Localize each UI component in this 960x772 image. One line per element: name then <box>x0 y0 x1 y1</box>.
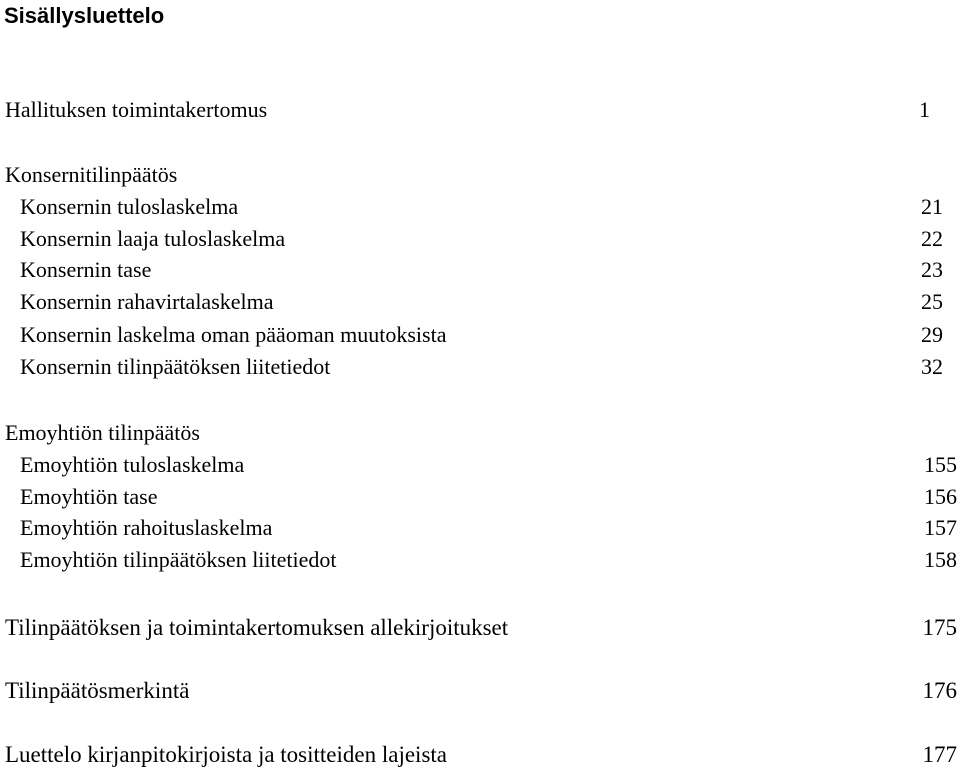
toc-entry-label: Konsernin tilinpäätöksen liitetiedot <box>20 354 331 379</box>
toc-entry[interactable] <box>0 740 960 770</box>
toc-entry-label: Tilinpäätöksen ja toimintakertomuksen allekirjoitukset <box>5 615 509 640</box>
toc-section-heading <box>0 160 960 190</box>
toc-entry-page: 23 <box>921 257 943 282</box>
toc-entry[interactable] <box>0 450 960 480</box>
toc-entry-label: Konsernin laskelma oman pääoman muutoksista <box>20 322 447 347</box>
toc-entry-page: 29 <box>921 322 943 347</box>
toc-entry-label: Emoyhtiön tilinpäätös <box>5 420 200 445</box>
toc-entry-page: 1 <box>919 97 930 122</box>
toc-entry-label: Konsernin tase <box>20 257 152 282</box>
toc-title: Sisällysluettelo <box>4 3 165 28</box>
toc-entry-label: Konsernitilinpäätös <box>5 162 178 187</box>
toc-entry-page: 21 <box>921 194 943 219</box>
toc-entry-page: 157 <box>924 515 957 540</box>
toc-entry[interactable] <box>0 287 960 317</box>
toc-entry[interactable] <box>0 545 960 575</box>
toc-entry-page: 25 <box>921 289 943 314</box>
toc-entry[interactable] <box>0 224 960 254</box>
toc-entry-page: 177 <box>922 742 957 767</box>
toc-entry-label: Konsernin rahavirtalaskelma <box>20 289 274 314</box>
toc-entry[interactable] <box>0 482 960 512</box>
toc-entry-label: Emoyhtiön tilinpäätöksen liitetiedot <box>20 547 337 572</box>
toc-section-heading <box>0 418 960 448</box>
toc-entry-page: 32 <box>921 354 943 379</box>
toc-entry-label: Emoyhtiön tuloslaskelma <box>20 452 245 477</box>
toc-entry[interactable] <box>0 320 960 350</box>
toc-entry[interactable] <box>0 95 960 125</box>
toc-entry-page: 175 <box>922 615 957 640</box>
toc-entry-page: 158 <box>924 547 957 572</box>
toc-entry[interactable] <box>0 192 960 222</box>
toc-entry[interactable] <box>0 613 960 643</box>
toc-entry-page: 156 <box>924 484 957 509</box>
toc-entry-label: Konsernin laaja tuloslaskelma <box>20 226 286 251</box>
toc-entry[interactable] <box>0 676 960 706</box>
toc-entry-label: Emoyhtiön tase <box>20 484 158 509</box>
toc-entry-page: 155 <box>924 452 957 477</box>
toc-entry[interactable] <box>0 513 960 543</box>
toc-entry-label: Luettelo kirjanpitokirjoista ja tositteiden lajeista <box>5 742 447 767</box>
toc-entry-label: Tilinpäätösmerkintä <box>5 678 190 703</box>
toc-entry[interactable] <box>0 352 960 382</box>
toc-entry-label: Konsernin tuloslaskelma <box>20 194 239 219</box>
toc-entry[interactable] <box>0 255 960 285</box>
toc-entry-label: Emoyhtiön rahoituslaskelma <box>20 515 273 540</box>
toc-entry-page: 176 <box>922 678 957 703</box>
toc-entry-label: Hallituksen toimintakertomus <box>5 97 268 122</box>
toc-entry-page: 22 <box>921 226 943 251</box>
